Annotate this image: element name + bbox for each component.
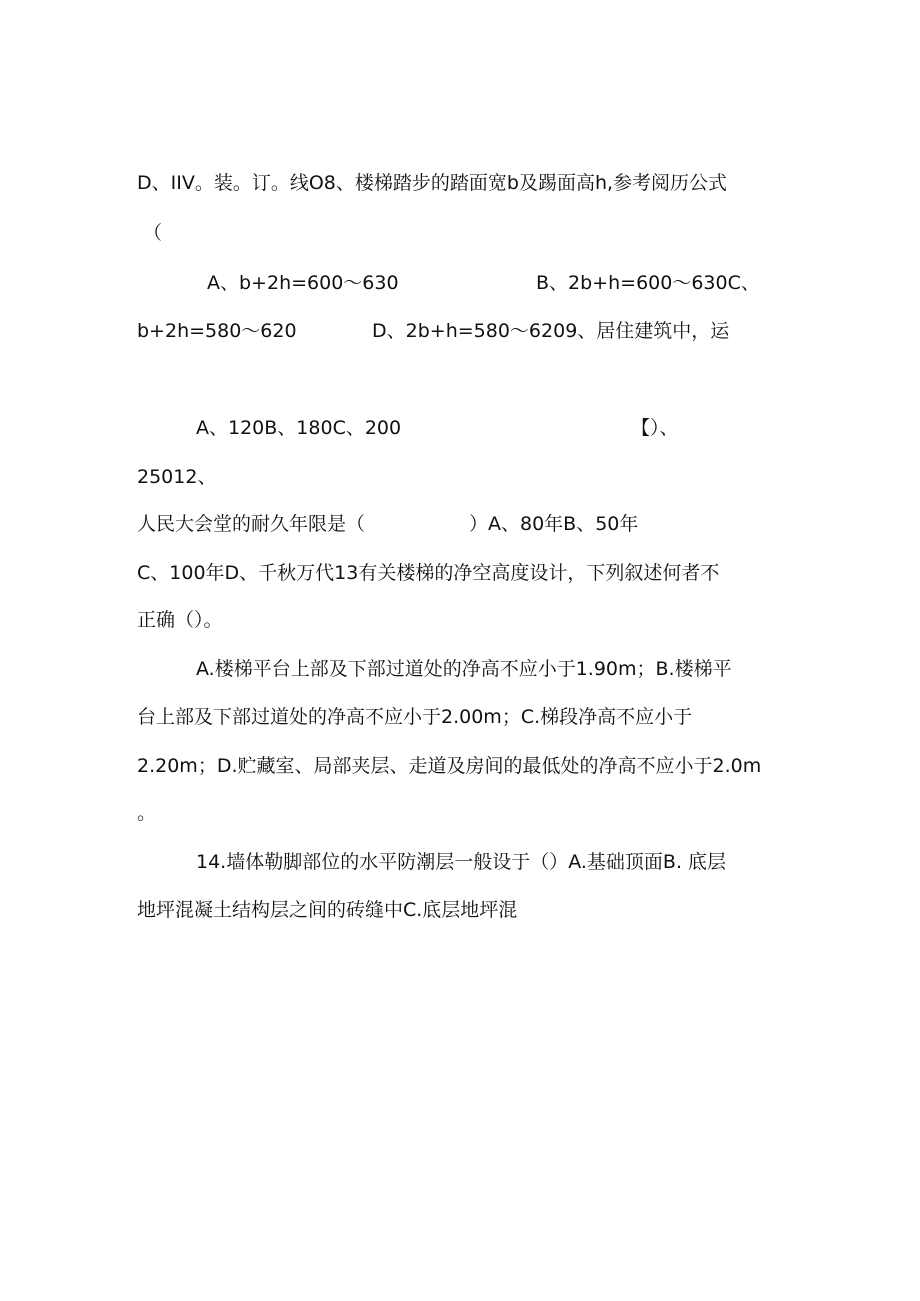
question-14-line-2: 地坪混凝土结构层之间的砖缝中C.底层地坪混 <box>137 899 518 921</box>
option-b-8: B、2b+h=600～630C、 <box>536 272 760 294</box>
question-12-text: 人民大会堂的耐久年限是（ <box>137 513 366 535</box>
option-d-9-line: 25012、 <box>137 466 217 488</box>
period-line: 。 <box>137 802 157 824</box>
question-13-options-line-1: A.楼梯平台上部及下部过道处的净高不应小于1.90m；B.楼梯平 <box>196 658 732 680</box>
question-12-options: ）A、80年B、50年 <box>469 513 639 535</box>
bracket-mark: 【）、 <box>631 417 679 439</box>
question-13-options-line-3: 2.20m；D.贮藏室、局部夹层、走道及房间的最低处的净高不应小于2.0m <box>137 755 762 777</box>
option-a-8: A、b+2h=600～630 <box>207 272 399 294</box>
option-c-8: b+2h=580～620 <box>137 320 297 342</box>
option-d-8-question-9: D、2b+h=580～6209、居住建筑中，运 <box>372 320 730 342</box>
question-13-options-line-2: 台上部及下部过道处的净高不应小于2.00m；C.梯段净高不应小于 <box>137 706 693 728</box>
question-13-line-2: 正确（）。 <box>137 609 223 631</box>
question-8-line: D、IIV。装。订。线O8、楼梯踏步的踏面宽b及踢面高h,参考阅历公式 <box>137 172 728 194</box>
paren-line: （ <box>143 222 163 244</box>
question-13-line: C、100年D、千秋万代13有关楼梯的净空高度设计，下列叙述何者不 <box>137 562 720 584</box>
question-14-line-1: 14.墙体勒脚部位的水平防潮层一般设于（）A.基础顶面B. 底层 <box>196 851 727 873</box>
options-9: A、120B、180C、200 <box>196 417 402 439</box>
